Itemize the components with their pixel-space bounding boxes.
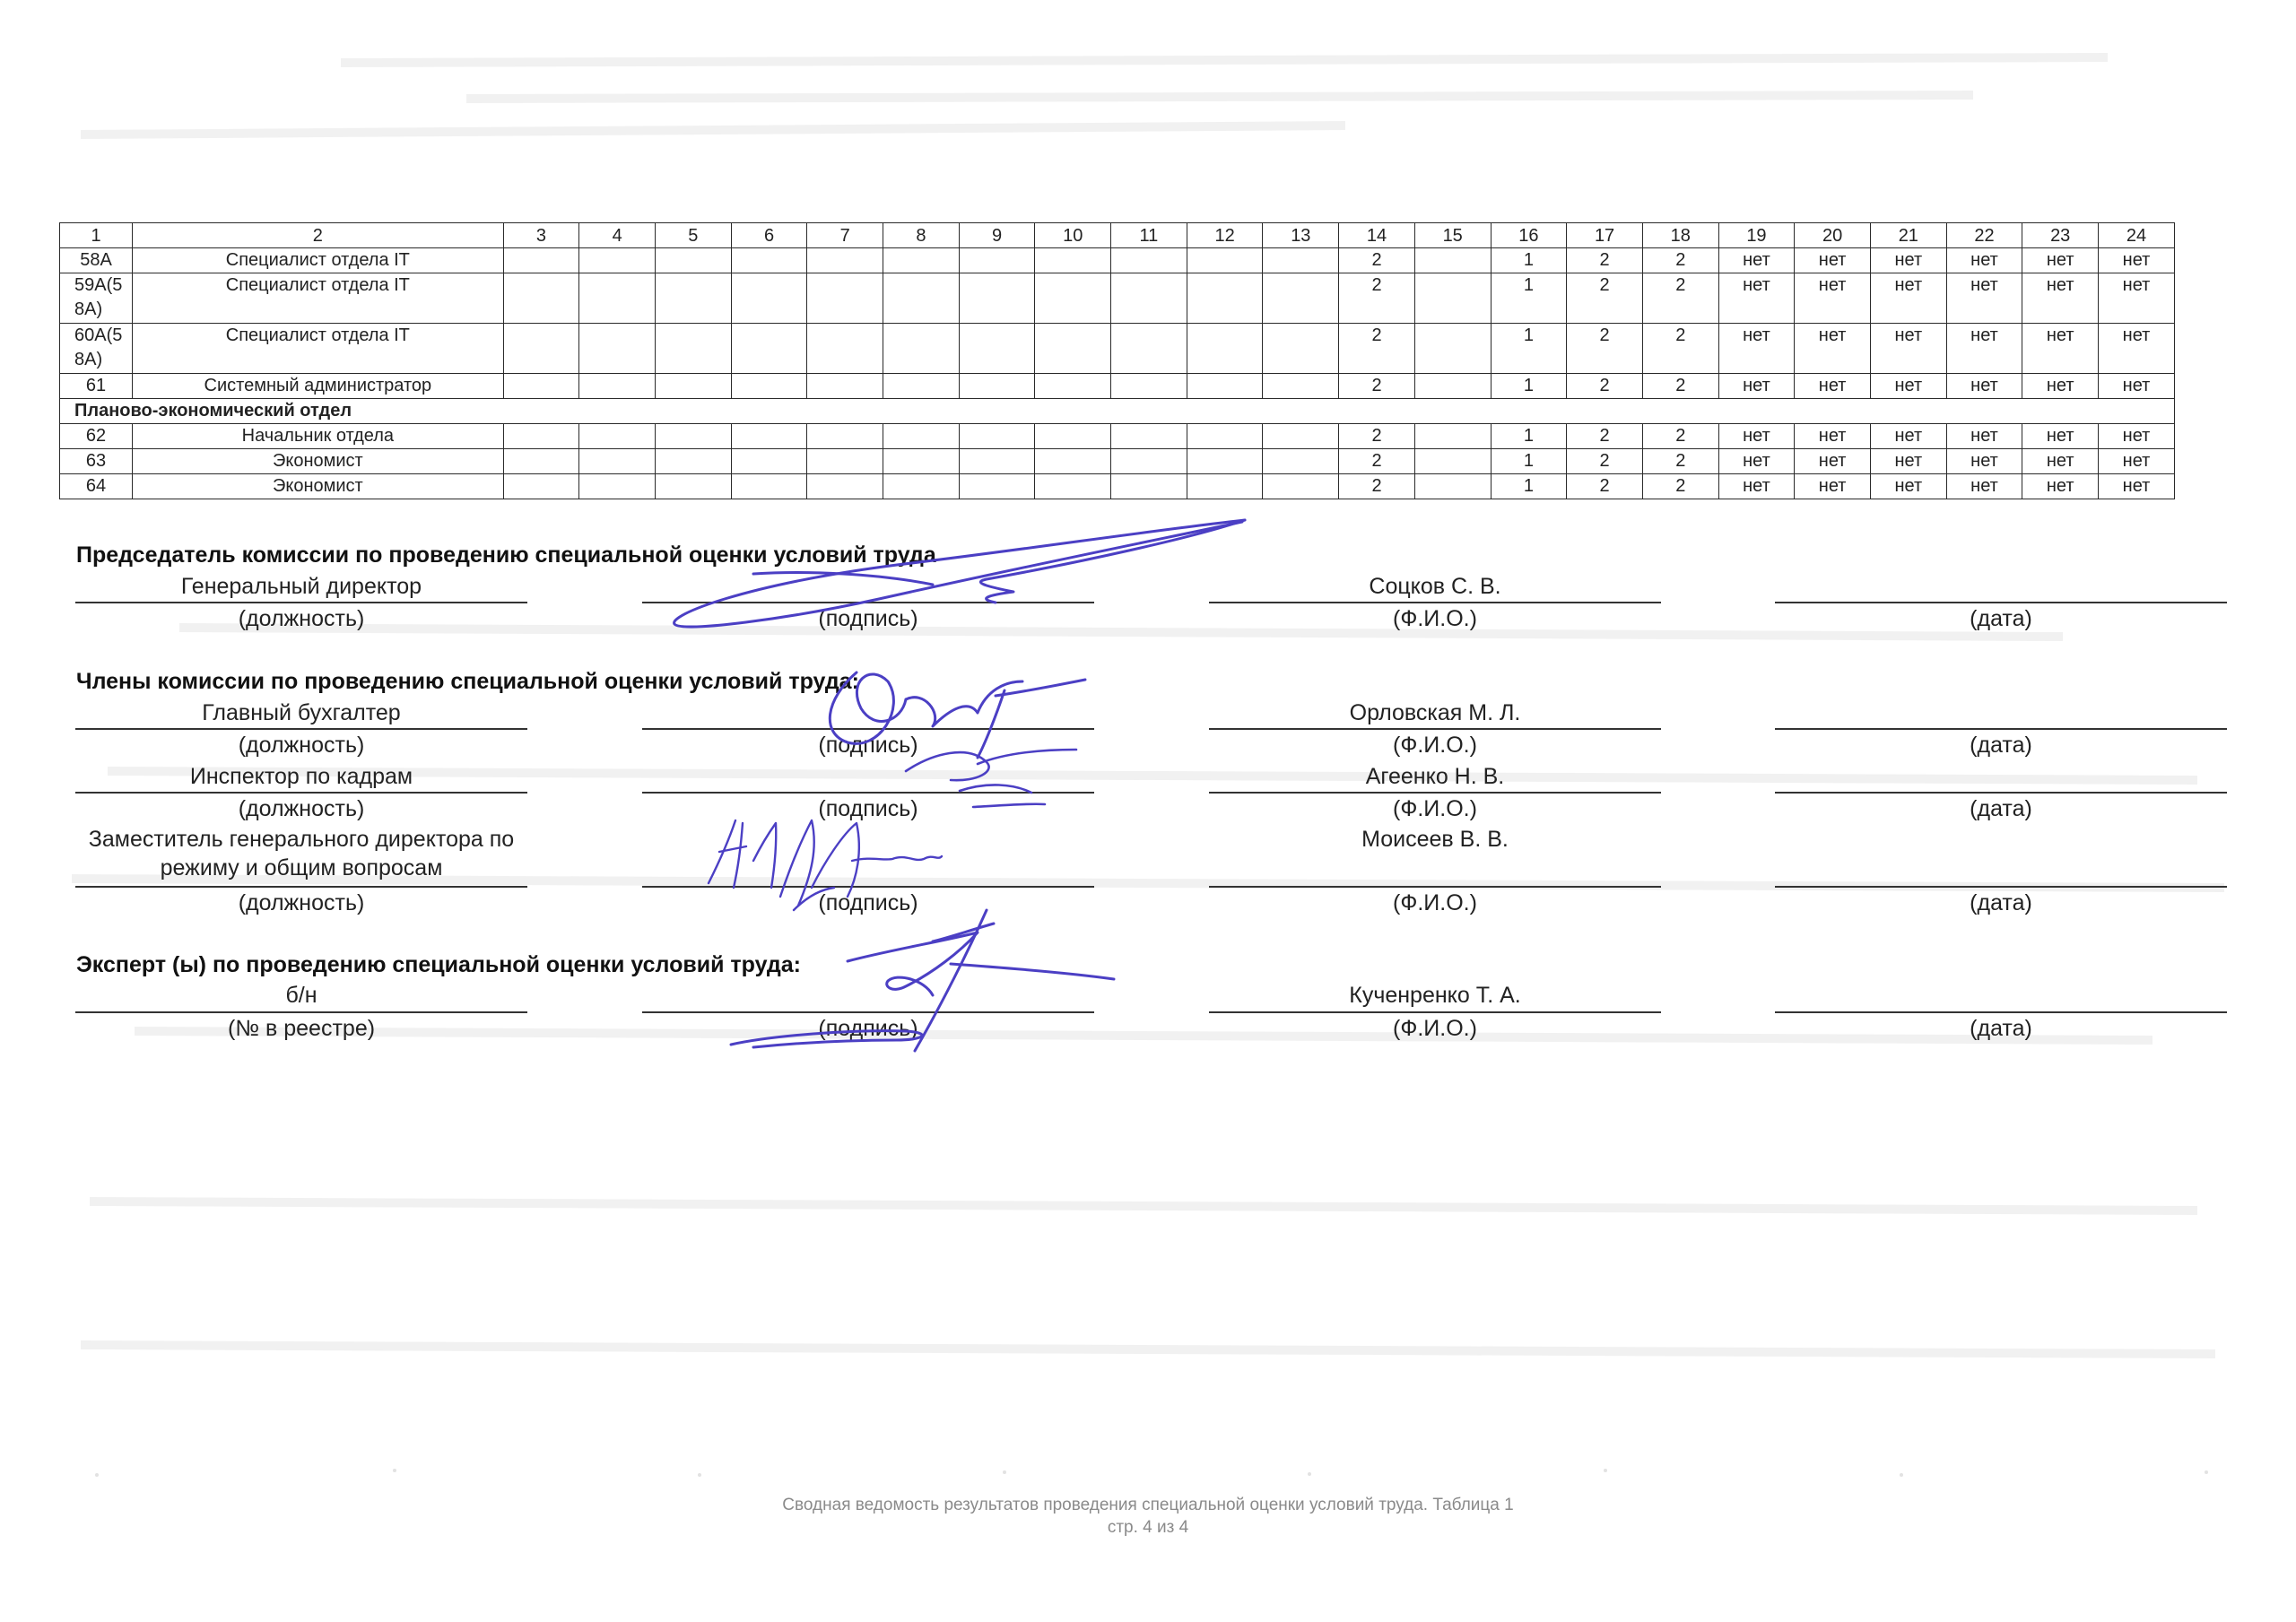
empty-cell xyxy=(1035,374,1111,399)
empty-cell xyxy=(503,273,579,324)
class-value-c17: 2 xyxy=(1567,474,1643,499)
column-number-header: 6 xyxy=(731,223,807,248)
member-3-name-line xyxy=(1209,886,1661,888)
empty-cell xyxy=(959,449,1035,474)
caption-fio: (Ф.И.О.) xyxy=(1393,733,1477,758)
empty-cell xyxy=(959,248,1035,273)
empty-cell xyxy=(579,449,656,474)
guarantee-cell: нет xyxy=(1795,424,1871,449)
empty-cell xyxy=(807,324,883,374)
guarantee-cell: нет xyxy=(2099,474,2175,499)
empty-cell xyxy=(1263,324,1339,374)
guarantee-cell: нет xyxy=(1946,248,2022,273)
guarantee-cell: нет xyxy=(1946,374,2022,399)
member-1-signature-line xyxy=(642,728,1094,730)
empty-cell xyxy=(1035,248,1111,273)
empty-cell xyxy=(1263,424,1339,449)
empty-cell xyxy=(1187,474,1263,499)
caption-position: (должность) xyxy=(238,796,365,821)
column-number-header: 12 xyxy=(1187,223,1263,248)
column-number-header: 11 xyxy=(1111,223,1187,248)
caption-date: (дата) xyxy=(1970,796,2032,821)
chairman-date-line xyxy=(1775,602,2227,603)
table-row xyxy=(60,324,2175,374)
empty-cell xyxy=(883,449,960,474)
class-value-c16: 1 xyxy=(1491,374,1567,399)
empty-cell xyxy=(579,424,656,449)
member-1-date-line xyxy=(1775,728,2227,730)
class-value-c14: 2 xyxy=(1339,248,1415,273)
table-row xyxy=(60,273,2175,324)
class-value-c14: 2 xyxy=(1339,273,1415,324)
column-number-header: 3 xyxy=(503,223,579,248)
class-value-c16: 1 xyxy=(1491,248,1567,273)
guarantee-cell: нет xyxy=(1870,474,1946,499)
class-value-c18: 2 xyxy=(1642,449,1718,474)
empty-cell xyxy=(1035,449,1111,474)
empty-cell xyxy=(731,424,807,449)
row-number: 58A xyxy=(60,248,133,273)
member-1-name: Орловская М. Л. xyxy=(1349,700,1521,725)
class-value-c16: 1 xyxy=(1491,474,1567,499)
empty-cell xyxy=(1111,248,1187,273)
row-number: 59A(58A) xyxy=(60,273,133,324)
class-value-c17: 2 xyxy=(1567,374,1643,399)
caption-signature: (подпись) xyxy=(818,606,918,631)
guarantee-cell: нет xyxy=(2099,424,2175,449)
class-value-c16: 1 xyxy=(1491,449,1567,474)
member-1-position: Главный бухгалтер xyxy=(202,700,401,725)
class-value-c15 xyxy=(1414,324,1491,374)
guarantee-cell: нет xyxy=(2099,374,2175,399)
column-number-header: 22 xyxy=(1946,223,2022,248)
column-number-header: 10 xyxy=(1035,223,1111,248)
column-number-header: 13 xyxy=(1263,223,1339,248)
empty-cell xyxy=(883,474,960,499)
empty-cell xyxy=(503,449,579,474)
empty-cell xyxy=(807,374,883,399)
class-value-c16: 1 xyxy=(1491,324,1567,374)
empty-cell xyxy=(807,424,883,449)
class-value-c15 xyxy=(1414,273,1491,324)
class-value-c18: 2 xyxy=(1642,273,1718,324)
class-value-c16: 1 xyxy=(1491,273,1567,324)
class-value-c14: 2 xyxy=(1339,449,1415,474)
expert-name: Кученренко Т. А. xyxy=(1349,983,1521,1008)
column-number-header: 1 xyxy=(60,223,133,248)
guarantee-cell: нет xyxy=(1870,424,1946,449)
class-value-c18: 2 xyxy=(1642,374,1718,399)
guarantee-cell: нет xyxy=(1946,424,2022,449)
empty-cell xyxy=(1263,374,1339,399)
caption-signature: (подпись) xyxy=(818,1016,918,1041)
guarantee-cell: нет xyxy=(1870,449,1946,474)
member-2-position-line xyxy=(75,792,527,794)
workplace-title: Начальник отдела xyxy=(133,424,504,449)
class-value-c15 xyxy=(1414,449,1491,474)
class-value-c17: 2 xyxy=(1567,424,1643,449)
row-number: 60A(58A) xyxy=(60,324,133,374)
empty-cell xyxy=(807,273,883,324)
row-number: 63 xyxy=(60,449,133,474)
class-value-c15 xyxy=(1414,374,1491,399)
empty-cell xyxy=(731,374,807,399)
guarantee-cell: нет xyxy=(1795,449,1871,474)
row-number: 62 xyxy=(60,424,133,449)
member-2-date-line xyxy=(1775,792,2227,794)
member-2-name-line xyxy=(1209,792,1661,794)
class-value-c17: 2 xyxy=(1567,324,1643,374)
empty-cell xyxy=(883,424,960,449)
guarantee-cell: нет xyxy=(2022,374,2099,399)
class-value-c18: 2 xyxy=(1642,474,1718,499)
empty-cell xyxy=(655,474,731,499)
guarantee-cell: нет xyxy=(1718,474,1795,499)
empty-cell xyxy=(1263,474,1339,499)
empty-cell xyxy=(883,248,960,273)
chairman-position-line xyxy=(75,602,527,603)
workplace-title: Системный администратор xyxy=(133,374,504,399)
column-number-header: 16 xyxy=(1491,223,1567,248)
guarantee-cell: нет xyxy=(2099,273,2175,324)
empty-cell xyxy=(503,248,579,273)
empty-cell xyxy=(731,248,807,273)
empty-cell xyxy=(579,273,656,324)
guarantee-cell: нет xyxy=(1718,324,1795,374)
caption-date: (дата) xyxy=(1970,1016,2032,1041)
empty-cell xyxy=(1035,424,1111,449)
class-value-c18: 2 xyxy=(1642,248,1718,273)
class-value-c17: 2 xyxy=(1567,449,1643,474)
guarantee-cell: нет xyxy=(1795,248,1871,273)
column-number-header: 23 xyxy=(2022,223,2099,248)
class-value-c15 xyxy=(1414,424,1491,449)
class-value-c18: 2 xyxy=(1642,324,1718,374)
experts-heading: Эксперт (ы) по проведению специальной оценки условий труда: xyxy=(76,952,801,977)
table-row xyxy=(60,424,2175,449)
empty-cell xyxy=(503,424,579,449)
column-number-header: 5 xyxy=(655,223,731,248)
empty-cell xyxy=(1263,248,1339,273)
guarantee-cell: нет xyxy=(1795,273,1871,324)
class-value-c17: 2 xyxy=(1567,273,1643,324)
empty-cell xyxy=(1187,273,1263,324)
column-number-header: 9 xyxy=(959,223,1035,248)
table-header-row xyxy=(60,223,2175,248)
footer-title: Сводная ведомость результатов проведения специальной оценки условий труда. Таблица 1 xyxy=(782,1496,1514,1514)
guarantee-cell: нет xyxy=(2099,449,2175,474)
empty-cell xyxy=(1035,474,1111,499)
empty-cell xyxy=(1111,273,1187,324)
empty-cell xyxy=(1111,474,1187,499)
class-value-c14: 2 xyxy=(1339,424,1415,449)
empty-cell xyxy=(807,474,883,499)
guarantee-cell: нет xyxy=(2022,273,2099,324)
expert-registry-line xyxy=(75,1011,527,1013)
chairman-signature-line xyxy=(642,602,1094,603)
member-3-date-line xyxy=(1775,886,2227,888)
empty-cell xyxy=(579,374,656,399)
guarantee-cell: нет xyxy=(1870,273,1946,324)
empty-cell xyxy=(579,324,656,374)
caption-fio: (Ф.И.О.) xyxy=(1393,606,1477,631)
member-1-name-line xyxy=(1209,728,1661,730)
column-number-header: 8 xyxy=(883,223,960,248)
expert-signature-line xyxy=(642,1011,1094,1013)
column-number-header: 14 xyxy=(1339,223,1415,248)
guarantee-cell: нет xyxy=(2022,474,2099,499)
class-value-c18: 2 xyxy=(1642,424,1718,449)
empty-cell xyxy=(503,324,579,374)
guarantee-cell: нет xyxy=(1718,374,1795,399)
column-number-header: 24 xyxy=(2099,223,2175,248)
chairman-heading: Председатель комиссии по проведению специальной оценки условий труда xyxy=(76,542,936,568)
table-body xyxy=(60,223,2175,499)
guarantee-cell: нет xyxy=(1946,474,2022,499)
column-number-header: 21 xyxy=(1870,223,1946,248)
class-value-c15 xyxy=(1414,248,1491,273)
empty-cell xyxy=(731,273,807,324)
empty-cell xyxy=(655,273,731,324)
empty-cell xyxy=(959,474,1035,499)
expert-registry: б/н xyxy=(285,983,317,1008)
empty-cell xyxy=(883,273,960,324)
empty-cell xyxy=(1035,273,1111,324)
caption-signature: (подпись) xyxy=(818,733,918,758)
empty-cell xyxy=(1187,424,1263,449)
guarantee-cell: нет xyxy=(1718,449,1795,474)
empty-cell xyxy=(959,374,1035,399)
results-table xyxy=(59,222,2175,499)
class-value-c14: 2 xyxy=(1339,474,1415,499)
empty-cell xyxy=(655,449,731,474)
empty-cell xyxy=(731,324,807,374)
guarantee-cell: нет xyxy=(1870,248,1946,273)
column-number-header: 2 xyxy=(133,223,504,248)
column-number-header: 20 xyxy=(1795,223,1871,248)
workplace-title: Экономист xyxy=(133,449,504,474)
guarantee-cell: нет xyxy=(2022,248,2099,273)
empty-cell xyxy=(579,248,656,273)
empty-cell xyxy=(959,324,1035,374)
member-2-signature-line xyxy=(642,792,1094,794)
empty-cell xyxy=(959,273,1035,324)
footer-page-number: стр. 4 из 4 xyxy=(1107,1518,1189,1537)
empty-cell xyxy=(883,374,960,399)
guarantee-cell: нет xyxy=(1718,273,1795,324)
empty-cell xyxy=(1187,449,1263,474)
guarantee-cell: нет xyxy=(2022,324,2099,374)
class-value-c14: 2 xyxy=(1339,324,1415,374)
empty-cell xyxy=(1187,248,1263,273)
expert-date-line xyxy=(1775,1011,2227,1013)
caption-fio: (Ф.И.О.) xyxy=(1393,1016,1477,1041)
empty-cell xyxy=(1187,374,1263,399)
column-number-header: 7 xyxy=(807,223,883,248)
table-row xyxy=(60,474,2175,499)
guarantee-cell: нет xyxy=(1718,424,1795,449)
workplace-title: Экономист xyxy=(133,474,504,499)
table-row xyxy=(60,248,2175,273)
table-row xyxy=(60,374,2175,399)
empty-cell xyxy=(655,248,731,273)
caption-date: (дата) xyxy=(1970,733,2032,758)
guarantee-cell: нет xyxy=(1718,248,1795,273)
empty-cell xyxy=(655,324,731,374)
row-number: 61 xyxy=(60,374,133,399)
caption-fio: (Ф.И.О.) xyxy=(1393,796,1477,821)
empty-cell xyxy=(503,474,579,499)
member-2-name: Агеенко Н. В. xyxy=(1365,764,1505,789)
class-value-c16: 1 xyxy=(1491,424,1567,449)
empty-cell xyxy=(1111,424,1187,449)
empty-cell xyxy=(1187,324,1263,374)
chairman-name: Соцков С. В. xyxy=(1369,574,1501,599)
empty-cell xyxy=(1263,449,1339,474)
guarantee-cell: нет xyxy=(1795,374,1871,399)
empty-cell xyxy=(731,449,807,474)
empty-cell xyxy=(1111,374,1187,399)
guarantee-cell: нет xyxy=(1795,474,1871,499)
guarantee-cell: нет xyxy=(1946,273,2022,324)
guarantee-cell: нет xyxy=(1870,324,1946,374)
member-3-position-line xyxy=(75,886,527,888)
column-number-header: 15 xyxy=(1414,223,1491,248)
empty-cell xyxy=(579,474,656,499)
member-3-position: Заместитель генерального директора по режиму и общим вопросам xyxy=(88,827,515,880)
guarantee-cell: нет xyxy=(1795,324,1871,374)
section-title: Планово-экономический отдел xyxy=(60,399,2175,424)
empty-cell xyxy=(883,324,960,374)
caption-position: (должность) xyxy=(238,606,365,631)
empty-cell xyxy=(655,374,731,399)
caption-registry: (№ в реестре) xyxy=(227,1016,376,1041)
member-1-position-line xyxy=(75,728,527,730)
column-number-header: 19 xyxy=(1718,223,1795,248)
caption-position: (должность) xyxy=(238,733,365,758)
member-3-signature-line xyxy=(642,886,1094,888)
member-3-name: Моисеев В. В. xyxy=(1361,827,1509,852)
table-row xyxy=(60,449,2175,474)
empty-cell xyxy=(503,374,579,399)
caption-date: (дата) xyxy=(1970,890,2032,915)
guarantee-cell: нет xyxy=(1870,374,1946,399)
guarantee-cell: нет xyxy=(2099,324,2175,374)
class-value-c17: 2 xyxy=(1567,248,1643,273)
chairman-position: Генеральный директор xyxy=(180,574,422,599)
members-heading: Члены комиссии по проведению специальной оценки условий труда: xyxy=(76,669,859,694)
member-2-position: Инспектор по кадрам xyxy=(189,764,413,789)
class-value-c14: 2 xyxy=(1339,374,1415,399)
guarantee-cell: нет xyxy=(1946,324,2022,374)
empty-cell xyxy=(655,424,731,449)
workplace-title: Специалист отдела IT xyxy=(133,324,504,374)
empty-cell xyxy=(1263,273,1339,324)
caption-signature: (подпись) xyxy=(818,890,918,915)
column-number-header: 17 xyxy=(1567,223,1643,248)
empty-cell xyxy=(1111,449,1187,474)
empty-cell xyxy=(959,424,1035,449)
guarantee-cell: нет xyxy=(2022,424,2099,449)
workplace-title: Специалист отдела IT xyxy=(133,248,504,273)
caption-date: (дата) xyxy=(1970,606,2032,631)
caption-position: (должность) xyxy=(238,890,365,915)
chairman-name-line xyxy=(1209,602,1661,603)
empty-cell xyxy=(731,474,807,499)
workplace-title: Специалист отдела IT xyxy=(133,273,504,324)
expert-name-line xyxy=(1209,1011,1661,1013)
caption-signature: (подпись) xyxy=(818,796,918,821)
empty-cell xyxy=(807,449,883,474)
guarantee-cell: нет xyxy=(2022,449,2099,474)
caption-fio: (Ф.И.О.) xyxy=(1393,890,1477,915)
row-number: 64 xyxy=(60,474,133,499)
guarantee-cell: нет xyxy=(1946,449,2022,474)
guarantee-cell: нет xyxy=(2099,248,2175,273)
section-row xyxy=(60,399,2175,424)
empty-cell xyxy=(1035,324,1111,374)
empty-cell xyxy=(807,248,883,273)
class-value-c15 xyxy=(1414,474,1491,499)
empty-cell xyxy=(1111,324,1187,374)
column-number-header: 4 xyxy=(579,223,656,248)
column-number-header: 18 xyxy=(1642,223,1718,248)
